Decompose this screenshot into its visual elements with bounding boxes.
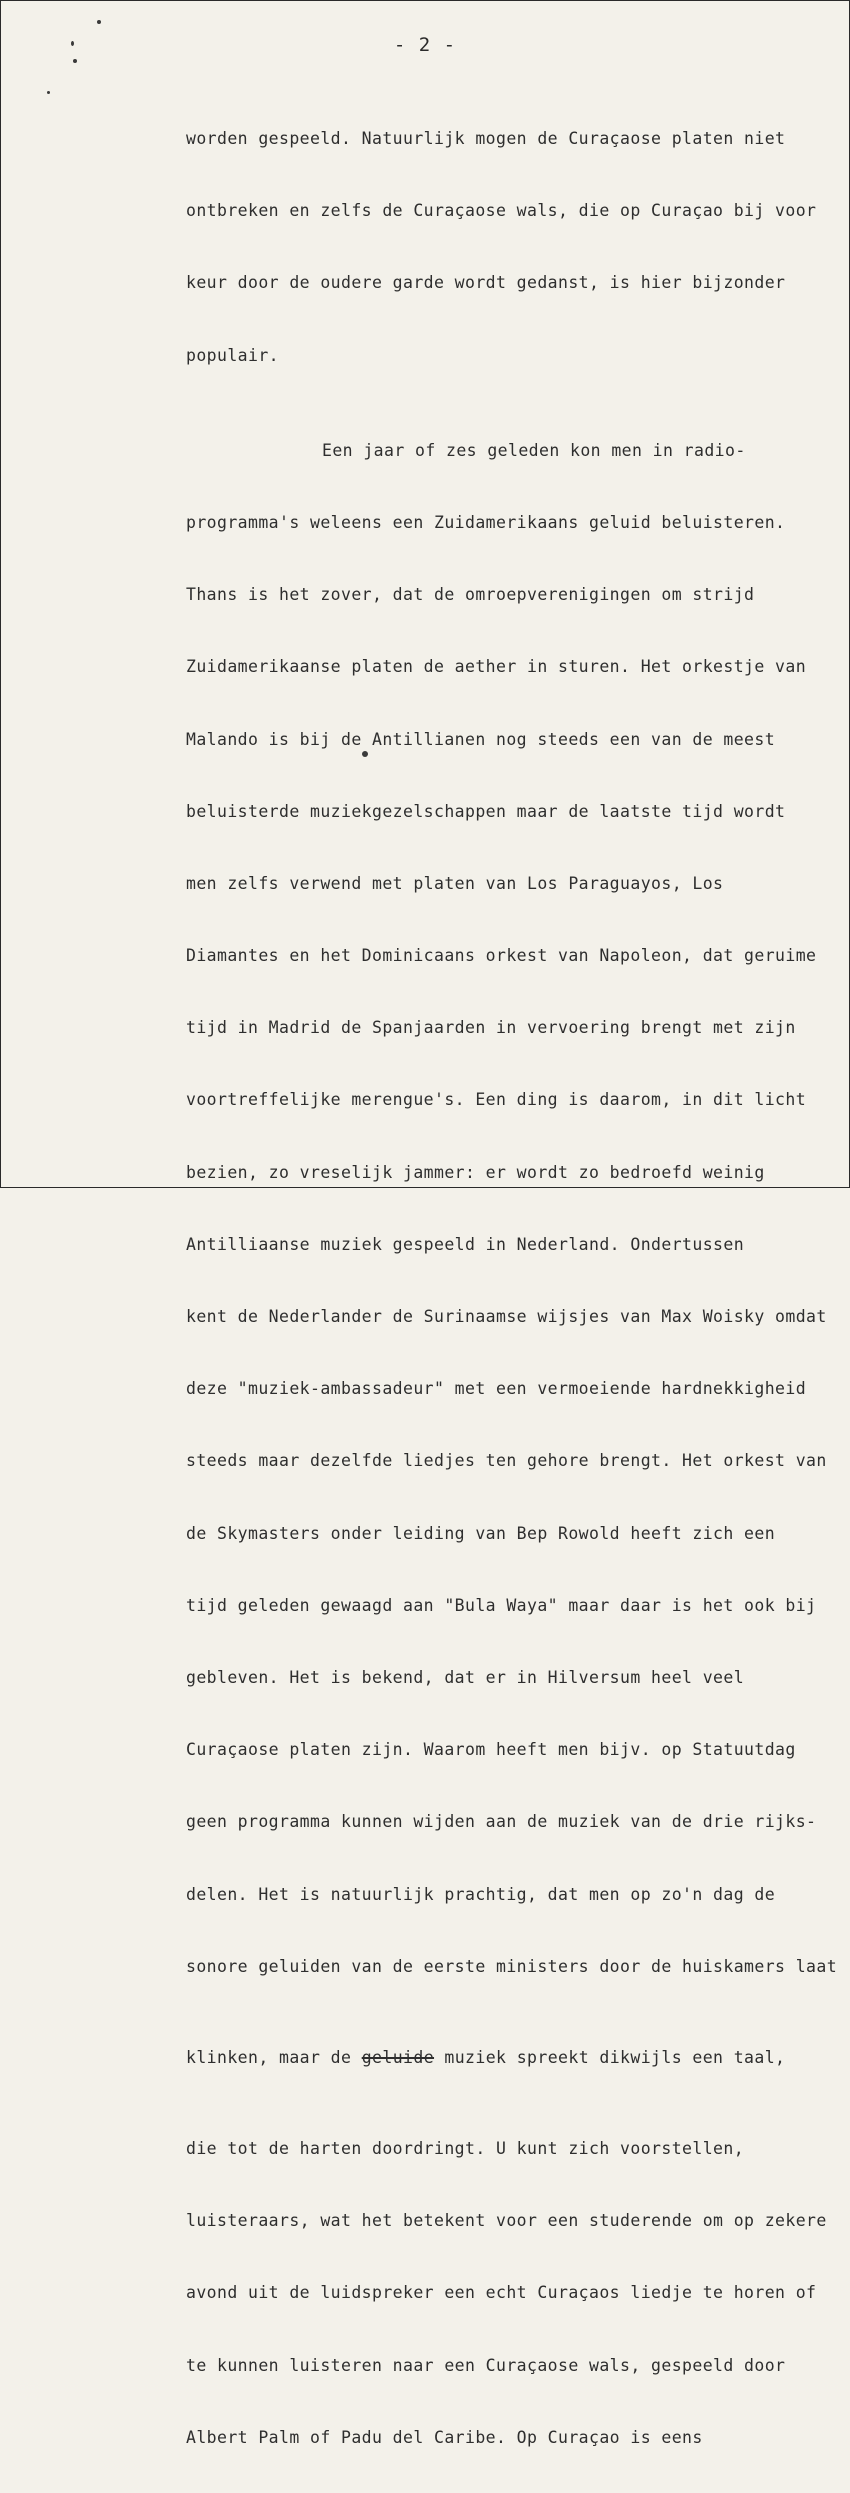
text-line: Zuidamerikaanse platen de aether in sturen. Het orkestje van	[186, 657, 807, 677]
text-line: steeds maar dezelfde liedjes ten gehore brengt. Het orkest van	[186, 1451, 827, 1471]
text-line: die tot de harten doordringt. U kunt zich voorstellen,	[186, 2139, 745, 2159]
text-line: de Skymasters onder leiding van Bep Rowold heeft zich een	[186, 1523, 776, 1543]
text-line: deze "muziek-ambassadeur" met een vermoeiende hardnekkigheid	[186, 1379, 807, 1399]
text-line: keur door de oudere garde wordt gedanst, is hier bijzonder	[186, 273, 786, 293]
text-line: beluisterde muziekgezelschappen maar de laatste tijd wordt	[186, 801, 786, 821]
text-line: geen programma kunnen wijden aan de muziek van de drie rijks-	[186, 1812, 817, 1832]
ink-speck	[97, 20, 101, 24]
text-line: ontbreken en zelfs de Curaçaose wals, die op Curaçao bij voor	[186, 201, 817, 221]
text-line: Een jaar of zes geleden kon men in radio-	[322, 440, 746, 460]
text-line: avond uit de luidspreker een echt Curaçaos liedje te horen of	[186, 2283, 817, 2303]
line-end: muziek spreekt dikwijls een taal,	[434, 2047, 786, 2067]
text-line: men zelfs verwend met platen van Los Paraguayos, Los	[186, 873, 724, 893]
text-line: Diamantes en het Dominicaans orkest van Napoleon, dat geruime	[186, 946, 817, 966]
text-line: tijd in Madrid de Spanjaarden in vervoering brengt met zijn	[186, 1018, 796, 1038]
text-line: tijd geleden gewaagd aan "Bula Waya" maar daar is het ook bij	[186, 1595, 817, 1615]
text-line: Thans is het zover, dat de omroepverenigingen om strijd	[186, 585, 755, 605]
text-line-with-strikeout	[186, 2041, 846, 2075]
text-line: programma's weleens een Zuidamerikaans geluid beluisteren.	[186, 512, 786, 532]
text-line: Antilliaanse muziek gespeeld in Nederland. Ondertussen	[186, 1234, 745, 1254]
text-line: worden gespeeld. Natuurlijk mogen de Curaçaose platen niet	[186, 129, 786, 148]
page-number: - 2 -	[393, 34, 457, 56]
line-start: klinken, maar de	[186, 2047, 362, 2067]
text-line: Albert Palm of Padu del Caribe. Op Curaçao is eens	[186, 2427, 703, 2447]
text-line: sonore geluiden van de eerste ministers door de huiskamers laat	[186, 1956, 838, 1976]
text-line: voortreffelijke merengue's. Een ding is daarom, in dit licht	[186, 1090, 807, 1110]
text-line: Malando is bij de Antillianen nog steeds een van de meest	[186, 729, 776, 749]
ink-speck	[47, 91, 50, 94]
struck-out-word: geluide	[361, 2047, 435, 2067]
text-line: Curaçaose platen zijn. Waarom heeft men bijv. op Statuutdag	[186, 1740, 796, 1760]
ink-speck	[73, 59, 77, 63]
text-line: delen. Het is natuurlijk prachtig, dat men op zo'n dag de	[186, 1884, 776, 1904]
text-line: bezien, zo vreselijk jammer: er wordt zo bedroefd weinig	[186, 1162, 765, 1182]
text-line: gebleven. Het is bekend, dat er in Hilversum heel veel	[186, 1667, 745, 1687]
typed-body-text	[186, 84, 846, 2493]
text-line: populair.	[186, 345, 280, 365]
text-line: luisteraars, wat het betekent voor een studerende om op zekere	[186, 2211, 827, 2231]
text-line: kent de Nederlander de Surinaamse wijsjes van Max Woisky omdat	[186, 1307, 827, 1326]
text-line: te kunnen luisteren naar een Curaçaose wals, gespeeld door	[186, 2355, 786, 2375]
